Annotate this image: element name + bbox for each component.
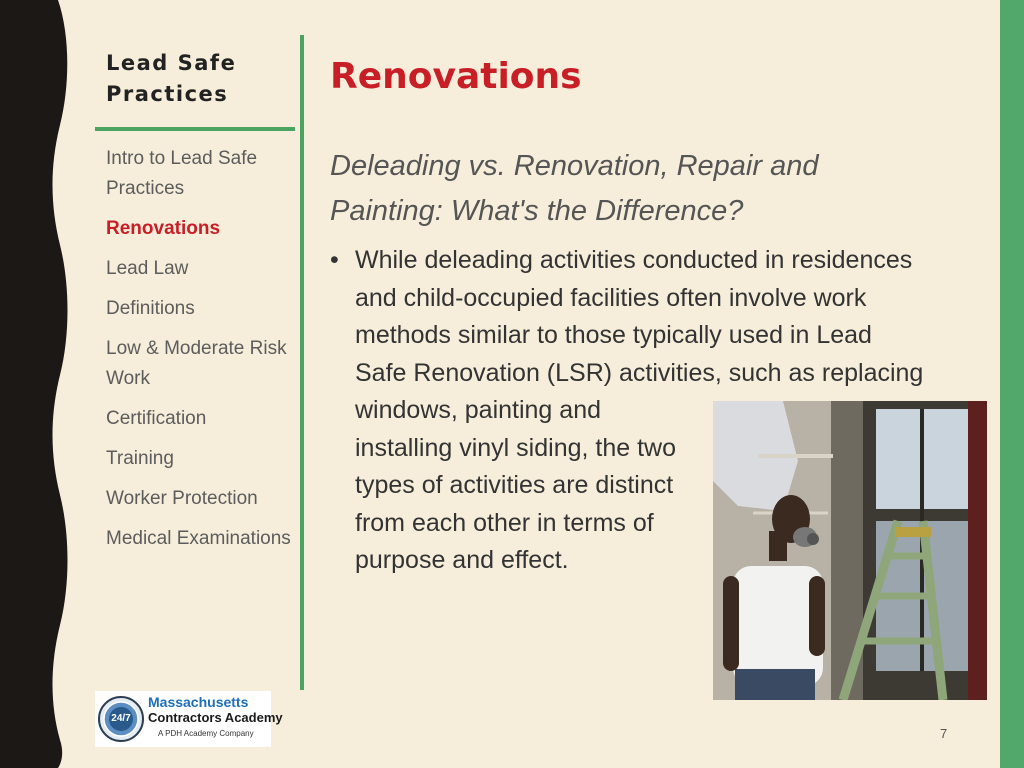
sidebar-divider	[95, 127, 295, 131]
sidebar-item-renovations[interactable]: Renovations	[106, 218, 221, 239]
bullet-line: While deleading activities conducted in residences	[355, 246, 913, 274]
sidebar-item-definitions[interactable]: Definitions	[106, 298, 195, 319]
right-green-stripe	[1000, 0, 1024, 768]
bullet-line: methods similar to those typically used in Lead	[355, 321, 872, 349]
sidebar-nav	[106, 144, 296, 564]
sidebar-item-worker-protection[interactable]: Worker Protection	[106, 488, 258, 509]
slide-subtitle: Deleading vs. Renovation, Repair and Painting: What's the Difference?	[330, 150, 819, 227]
worker-photo-illustration	[713, 401, 987, 700]
bullet-line: types of activities are distinct	[355, 471, 674, 499]
sidebar-item-intro[interactable]: Intro to Lead Safe Practices	[106, 148, 258, 199]
bullet-line: from each other in terms of	[355, 508, 654, 537]
emblem-badge-text: 24/7	[111, 713, 131, 724]
slide-title: Renovations	[330, 56, 582, 97]
bullet-line: windows, painting and	[355, 396, 601, 424]
sidebar-title: Lead Safe Practices	[106, 51, 237, 106]
sidebar-item-low-moderate-risk[interactable]: Low & Moderate Risk Work	[106, 338, 287, 389]
vertical-divider	[300, 35, 304, 690]
logo-line2: Contractors Academy	[148, 710, 283, 725]
wavy-black-border	[0, 0, 80, 768]
sidebar-item-lead-law[interactable]: Lead Law	[106, 258, 189, 279]
sidebar-item-medical-examinations[interactable]: Medical Examinations	[106, 528, 291, 549]
sidebar-item-training[interactable]: Training	[106, 448, 174, 469]
worker-photo	[713, 401, 987, 700]
sidebar-item-certification[interactable]: Certification	[106, 408, 207, 429]
bullet-line: and child-occupied facilities often involve work	[355, 283, 867, 312]
bullet-icon: •	[330, 246, 339, 274]
bullet-line: installing vinyl siding, the two	[355, 433, 676, 462]
bullet-line: Safe Renovation (LSR) activities, such as replacing	[355, 358, 924, 387]
logo-line1: Massachusetts	[148, 694, 249, 710]
page-number: 7	[940, 726, 948, 741]
bullet-line: purpose and effect.	[355, 546, 569, 574]
academy-logo	[95, 691, 283, 747]
logo-line3: A PDH Academy Company	[158, 729, 254, 738]
academy-emblem-badge	[101, 709, 141, 725]
